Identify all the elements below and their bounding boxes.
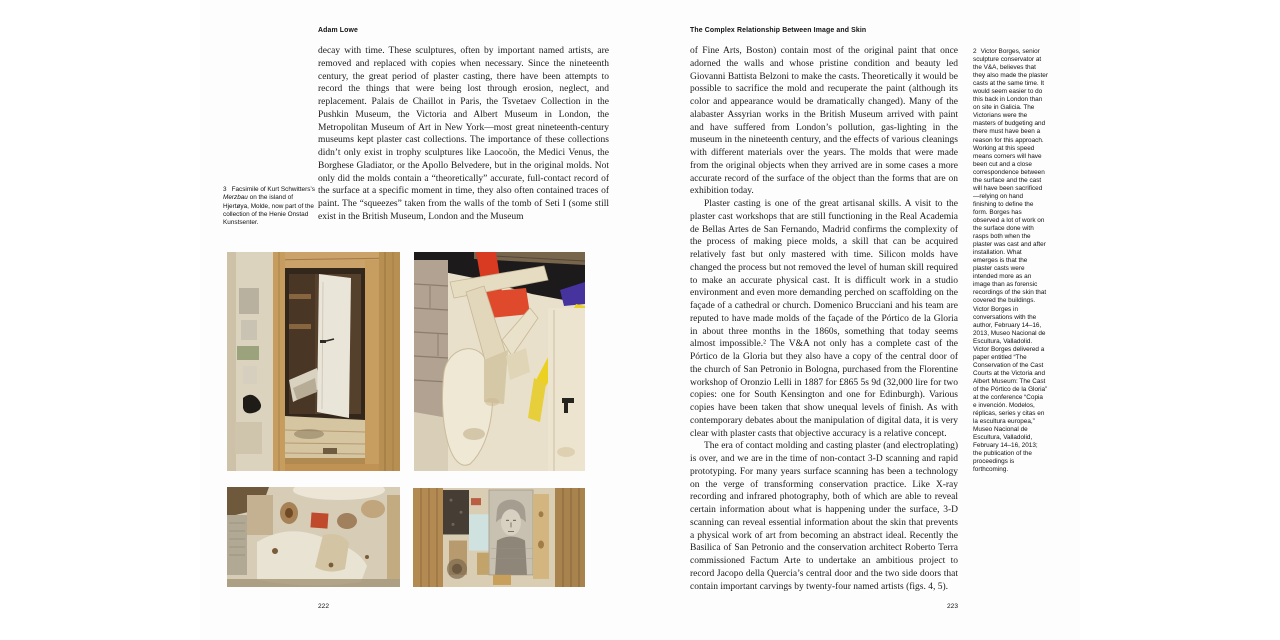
right-body-paragraph-3: The era of contact molding and casting plaster (and electroplating) is over, and we are in the time of non-contact 3-D scanning and rapid prototyping. For many years surface scanning has been a technology on the verge of transforming conservation practice. Like X-ray recording and infrared photography, both of which are able to reveal certain information about what is happening under the surface, 3-D scanning can reveal essential information about the skin that prevents a physical work of art from becoming an abstract ideal. Recently the Basilica of San Petronio and the conservation architect Roberto Terra commissioned Factum Arte to undertake an ambitious project to record Jacopo della Quercia’s central door and the two side doors that contain important carvings by twenty-four named artists (figs. 4, 5).	[690, 441, 958, 592]
sidenote-text: Victor Borges, senior sculpture conservator at the V&A, believes that they also made the plaster casts at the same time. It would seem easier to do this back in London than on site in Galicia. The Victorians were the masters of budgeting and there must have been a reason for this approach. Working at this speed means corners will have been cut and a close correspondence between the surface and the cast will have been sacrificed—relying on hand finishing to define the form. Borges has observed a lot of work on the surface done with rasps both when the plaster was cast and after installation. What emerges is that the plaster casts were intended more as an image than as forensic recordings of the skin that covered the buildings. Victor Borges in conversations with the author, February 14–16, 2013, Museo Nacional de Escultura, Valladolid. Victor Borges delivered a paper entitled “The Conservation of the Cast Courts at the Victoria and Albert Museum: The Cast of the Pórtico de la Gloria” at the conference “Copia e invención. Modelos, réplicas, series y citas en la escultura europea,” Museo Nacional de Escultura, Valladolid, February 14–16, 2013; the publication of the proceedings is forthcoming.	[973, 48, 1048, 474]
caption-number: 3	[223, 186, 227, 193]
caption-work-title: Merzbau	[223, 194, 248, 202]
sidenote-2	[973, 48, 1048, 474]
page-number-left: 222	[318, 603, 330, 610]
left-body-text	[318, 45, 609, 239]
figure-photo-merzbau-wall	[227, 487, 400, 587]
right-body-paragraph-1: of Fine Arts, Boston) contain most of the original paint that once adorned the walls and whose pristine condition and beauty led Giovanni Battista Belzoni to make the casts. Theoretically it would be possible to sacrifice the mold and recuperate the paint (although its color and appearance would be dramatically changed). Many of the alabaster Assyrian works in the British Museum arrived with paint and have suffered from London’s pollution, gas-lighting in the museum in the nineteenth century, and the effects of various cleanings with different materials over the years. The molds that were made from the original objects when they arrived are in some cases a more accurate record of the surface of the object than the forms that are on exhibition today.	[690, 46, 958, 197]
figure-photo-merzbau-doorway	[227, 252, 400, 471]
running-head-author: Adam Lowe	[318, 27, 359, 34]
figure-photo-merzbau-relief	[414, 252, 585, 471]
right-body-paragraph-2: Plaster casting is one of the great artisanal skills. A visit to the plaster cast workshops that are still functioning in the Real Academia de Bellas Artes de San Fernando, Madrid confirms the complexity of the process of making piece molds, a skill that can be acquired relatively fast but only mastered with time. Silicon molds have changed the process but not removed the level of human skill required to make an accurate physical cast. It is difficult work in a studio environment and even more demanding perched on scaffolding on the façade of a cathedral or church. Domenico Brucciani and his team are reputed to have made molds of the façade of the Pórtico de la Gloria in about three months in the 1860s, something that today seems almost impossible.² The V&A not only has a complete cast of the Pórtico de la Gloria but they also have a copy of the central door of the church of San Petronio in Bologna, purchased from the Florentine workshop of Oronzio Lelli in 1887 for £865 5s 9d (32,000 lire for two copies: one for South Kensington and one for Edinburgh). Various copies have been taken that show unequal levels of finish. As with contemporary debates about the manipulation of digital data, it is very clear with plaster casts that objective accuracy is a relative concept.	[690, 199, 958, 439]
figure-3-caption	[223, 186, 315, 227]
right-body-text	[690, 45, 958, 600]
page-number-right: 223	[946, 603, 958, 610]
caption-text-pre: Facsimile of Kurt Schwitters’s	[231, 186, 315, 193]
caption-text-post: on the island of Hjertøya, Molde, now part of the collection of the Henie Onstad Kunstsenter.	[223, 194, 314, 227]
sidenote-number: 2	[973, 48, 977, 55]
figure-photo-merzbau-collage-portrait	[413, 488, 585, 587]
running-head-chapter-title: The Complex Relationship Between Image and Skin	[690, 27, 867, 34]
left-body-paragraph: decay with time. These sculptures, often by important named artists, are removed and replaced with copies when necessary. Since the nineteenth century, the great period of plaster casting, there have been attempts to record the things that were being lost through erosion, neglect, and replacement. Palais de Chaillot in Paris, the Tsvetaev Collection in the Pushkin Museum, the Victoria and Albert Museum in London, the Metropolitan Museum of Art in New York—most great nineteenth-century museums kept plaster cast collections. The importance of these collections didn’t only exist in trophy sculptures like Laocoön, the Medici Venus, the Borghese Gladiator, or the Apollo Belvedere, but in the original molds. Not only did the molds contain a “theoretically” accurate, full-contact record of the surface at a specific moment in time, they also often contained traces of paint. The “squeezes” taken from the walls of the tomb of Seti I (some still exist in the British Museum, London and the Museum	[318, 46, 609, 222]
